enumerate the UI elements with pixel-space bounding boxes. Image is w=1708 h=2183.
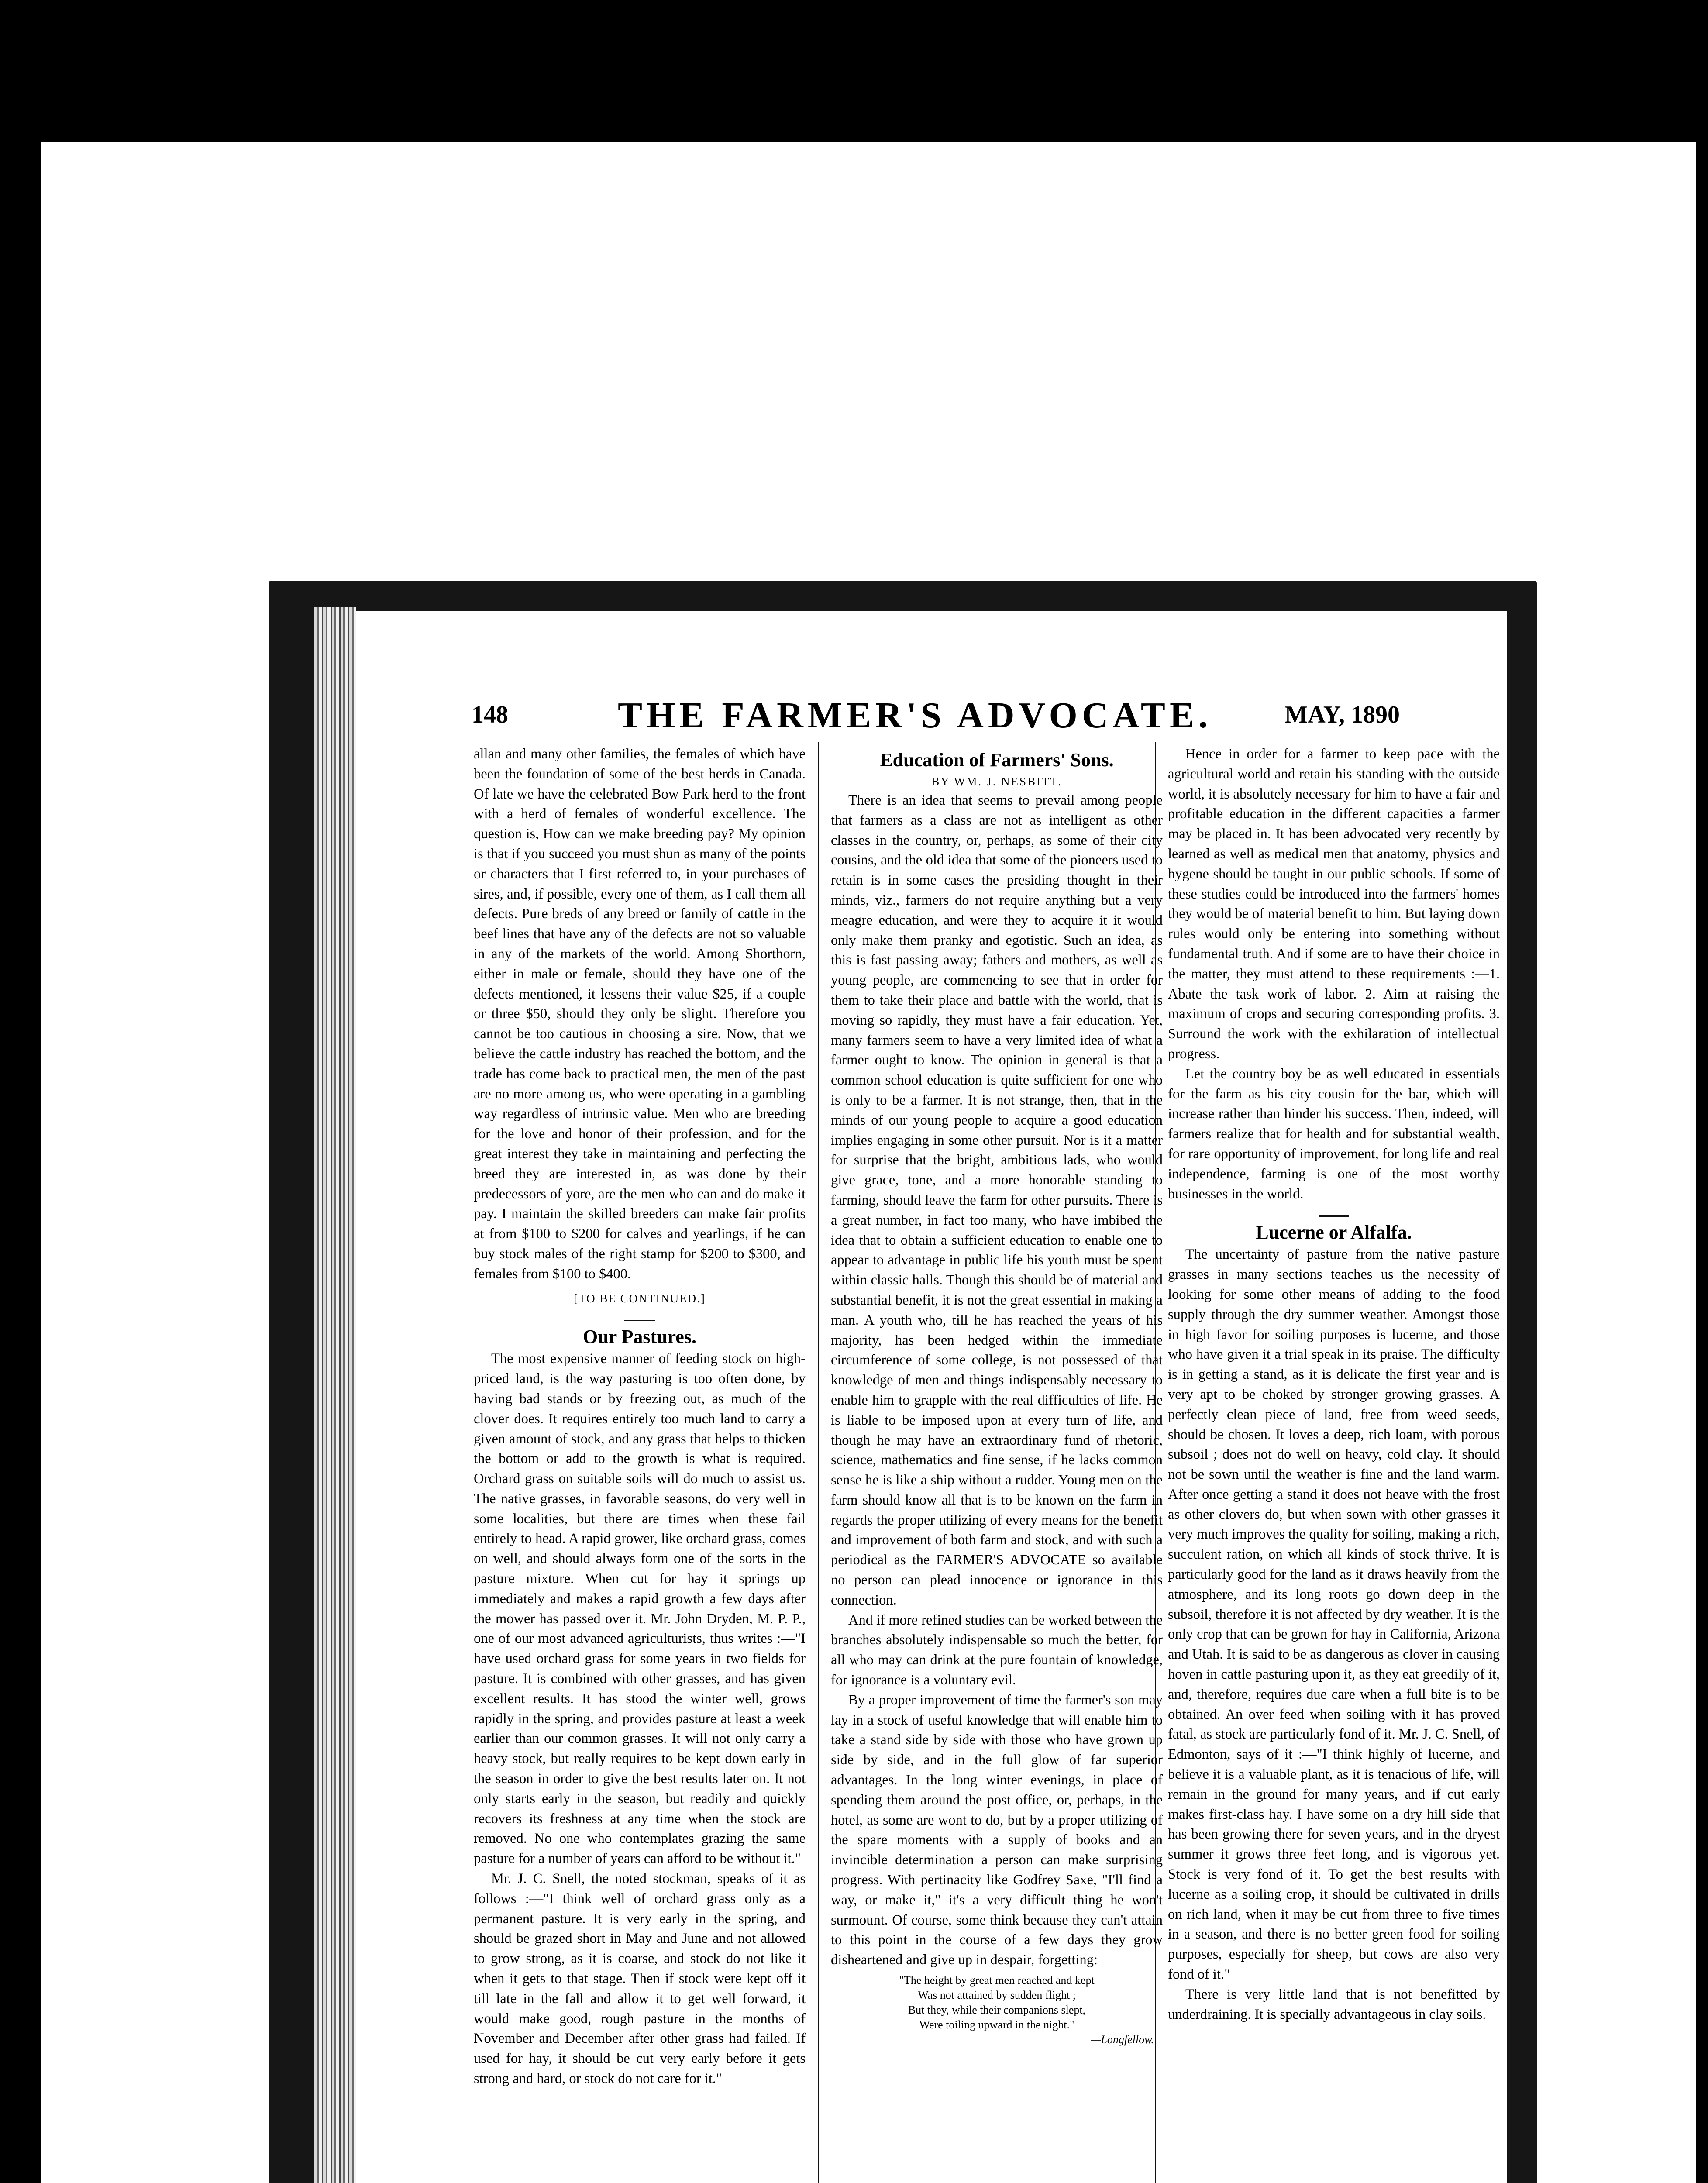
article-paragraph: Hence in order for a farmer to keep pace with the agricultural world and retain his standing with the outside world, it is absolutely necessary for him to have a fair and profitable education in the different capacities a farmer may be placed in. It has been advocated very recently by learned as well as medical men that anatomy, physics and hygene should be taught in our public schools. If some of these studies could be introduced into the farmers' homes they would be of material benefit to him. But laying down rules would only be entering into something without fundamental truth. And if some are to have their choice in the matter, they must attend to these requirements :—1. Abate the task work of labor. 2. Aim at raising the maximum of crops and securing corresponding profits. 3. Surround the work with the exhilaration of intellectual progress. xyxy=(1168,746,1500,1062)
poem-line: But they, while their companions slept, xyxy=(908,2004,1086,2017)
page-number: 148 xyxy=(472,701,508,728)
article-heading-pastures: Our Pastures. xyxy=(583,1326,696,1348)
article-paragraph: And if more refined studies can be worked between the branches absolutely indispensable so much the better, for all who may can drink at the pure fountain of knowledge, for ignorance is a voluntary evil. xyxy=(831,1612,1163,1688)
divider xyxy=(1319,1215,1349,1217)
article-paragraph: By a proper improvement of time the farmer's son may lay in a stock of useful knowledge that will enable him to take a stand side by side with those who have grown up side by side, and in the full glow of far superior advantages. In the long winter evenings, in place of spending them around the post office, or, perhaps, in the hotel, as some are wont to do, but by a proper utilizing of the spare moments with a supply of books and an invincible determination a person can make surprising progress. With pertinacity like Godfrey Saxe, "I'll find a way, or make it," it's a very difficult thing he won't surmount. Of course, some think because they can't attain to this point in the course of a few days they grow disheartened and give up in despair, forgetting: xyxy=(831,1692,1163,1968)
continued-note: [TO BE CONTINUED.] xyxy=(574,1291,706,1305)
article-byline: BY WM. J. NESBITT. xyxy=(931,775,1062,788)
page-stack-edge xyxy=(314,607,356,2183)
poem-line: Was not attained by sudden flight ; xyxy=(918,1989,1076,2002)
article-paragraph: The uncertainty of pasture from the native pasture grasses in many sections teaches us the necessity of looking for some other means of adding to the food supply through the dry summer weather. Amongst those in high favor for soiling purposes is lucerne, and those who have given it a trial speak in its praise. The difficulty is in getting a stand, as it is delicate the first year and is very apt to be choked by stronger growing grasses. A perfectly clean piece of land, free from weed seeds, should be chosen. It loves a deep, rich loam, with porous subsoil ; does not do well on heavy, cold clay. It should not be sown until the weather is fine and the land warm. After once getting a stand it does not heave with the frost as other clovers do, but when sown with other grasses it very much improves the quality for soiling, making a rich, succulent ration, on which all kinds of stock thrive. It is particularly good for the land as it draws heavily from the atmosphere, and its long roots go down deep in the subsoil, therefore it is not affected by dry weather. It is the only crop that can be grown for hay in California, Arizona and Utah. It is said to be as dangerous as clover in causing hoven in cattle pasturing upon it, as they eat greedily of it, and, therefore, requires due care when a full bite is to be obtained. An over feed when soiling with it has proved fatal, as stock are particularly fond of it. Mr. J. C. Snell, of Edmonton, says of it :—"I think highly of lucerne, and believe it is a valuable plant, as it is tenacious of life, will remain in the ground for many years, and if cut early makes first-class hay. I have some on a dry hill side that has been growing there for seven years, and in the dryest summer it grows three feet long, and is vigorous yet. Stock is very fond of it. To get the best results with lucerne as a soiling crop, it should be cultivated in drills on rich land, when it may be cut from three to five times in a season, and there is no better green food for soiling purposes, especially for sheep, but cows are also very fond of it." xyxy=(1168,1246,1500,1983)
article-paragraph: allan and many other families, the females of which have been the foundation of some of the best herds in Canada. Of late we have the celebrated Bow Park herd to the front with a herd of females of wonderful excellence. The question is, How can we make breeding pay? My opinion is that if you succeed you must shun as many of the points or characters that I first referred to, in your purchases of sires, and, if possible, every one of them, as I call them all defects. Pure breds of any breed or family of cattle in the beef lines that have any of the defects are not so valuable in any of the markets of the world. Among Shorthorn, either in male or female, should they have one of the defects mentioned, it lessens their value $25, if a couple or three $50, should they only be slight. Therefore you cannot be too cautious in choosing a sire. Now, that we believe the cattle industry has reached the bottom, and the trade has come back to practical men, the men of the past are no more among us, who were operating in a gambling way regardless of intrinsic value. Men who are breeding for the love and honor of their profession, and for the great interest they take in maintaining and perfecting the breed they are interested in, as was done by their predecessors of yore, are the men who can and do make it pay. I maintain the skilled breeders can make fair profits at from $100 to $200 for calves and yearlings, if he can buy stock males of the right stamp for $200 to $300, and females from $100 to $400. xyxy=(474,746,806,1282)
poem-credit: —Longfellow. xyxy=(1091,2033,1154,2046)
poem-line: Were toiling upward in the night." xyxy=(919,2018,1074,2031)
article-heading-lucerne: Lucerne or Alfalfa. xyxy=(1256,1222,1412,1243)
poem-quote xyxy=(831,1973,1163,2032)
masthead-title: THE FARMER'S ADVOCATE. xyxy=(618,695,1212,736)
column-rule xyxy=(818,742,819,2183)
column-2 xyxy=(831,744,1163,2047)
column-3 xyxy=(1168,744,1500,2025)
article-paragraph: There is an idea that seems to prevail among people that farmers as a class are not as intelligent as other classes in the country, or, perhaps, as some of their city cousins, and the old idea that some of the pioneers used to retain is in some cases the presiding thought in their minds, viz., farmers do not require anything but a very meagre education, and were they to acquire it it would only make them pranky and egotistic. Such an idea, as this is fast passing away; fathers and mothers, as well as young people, are commencing to see that in order for them to take their place and battle with the world, that is moving so rapidly, they must have a fair education. Yet, many farmers seem to have a very limited idea of what a farmer ought to know. The opinion in general is that a common school education is quite sufficient for one who is only to be a farmer. It is not strange, then, that in the minds of our young people to acquire a good education implies engaging in some other pursuit. Nor is it a matter for surprise that the bright, ambitious lads, who would give grace, tone, and a more honorable standing to farming, should leave the farm for other pursuits. There is a great number, in fact too many, who have imbibed the idea that to obtain a sufficient education to enable one to appear to advantage in public life his youth must be spent within classic halls. Though this should be of material and substantial benefit, it is not the great essential in making a man. A youth who, till he has reached the years of his majority, has been hedged within the immediate circumference of some college, is not possessed of that knowledge of men and things indispensably necessary to enable him to grapple with the real difficulties of life. He is liable to be imposed upon at every turn of life, and though he may have an extraordinary fund of rhetoric, science, mathematics and fine sense, if he lacks common sense he is like a ship without a rudder. Young men on the farm should know all that is to be known on the farm in regards the proper utilizing of every means for the benefit and improvement of both farm and stock, and with such a periodical as the FARMER'S ADVOCATE so available no person can plead innocence or ignorance in this connection. xyxy=(831,792,1163,1608)
article-paragraph: Mr. J. C. Snell, the noted stockman, speaks of it as follows :—"I think well of orchard grass only as a permanent pasture. It is very early in the spring, and should be grazed short in May and June and not allowed to grow strong, as it is coarse, and stock do not like it when it gets to that stage. Then if stock were kept off it till late in the fall and allow it to get well forward, it would make good, rough pasture in the months of November and December after other grass had failed. If used for hay, it should be cut very early before it gets strong and hard, or stock do not care for it." xyxy=(474,1871,806,2087)
article-heading-education: Education of Farmers' Sons. xyxy=(880,749,1114,771)
article-paragraph: Let the country boy be as well educated in essentials for the farm as his city cousin for the bar, which will increase rather than hinder his success. Then, indeed, will farmers realize that for health and for substantial wealth, for rare opportunity of improvement, for long life and real independence, farming is one of the most worthy businesses in the world. xyxy=(1168,1066,1500,1202)
poem-line: "The height by great men reached and kept xyxy=(899,1974,1095,1987)
article-paragraph: The most expensive manner of feeding stock on high-priced land, is the way pasturing is too often done, by having bad stands or by freezing out, as much of the clover does. It requires entirely too much land to carry a given amount of stock, and any grass that helps to thicken the bottom or add to the growth is what is required. Orchard grass on suitable soils will do much to assist us. The native grasses, in favorable seasons, do very well in some localities, but there are times when these fail entirely to head. A rapid grower, like orchard grass, comes on well, and should always form one of the sorts in the pasture mixture. When cut for hay it springs up immediately and makes a rapid growth a few days after the mower has passed over it. Mr. John Dryden, M. P. P., one of our most advanced agriculturists, thus writes :—"I have used orchard grass for some years in two fields for pasture. It is combined with other grasses, and has given excellent results. It has stood the winter well, grows rapidly in the spring, and provides pasture at least a week earlier than our common grasses. It will not only carry a heavy stock, but really requires to be kept down early in the season in order to give the best results later on. It not only starts early in the season, but readily and quickly recovers its freshness at any time when the stock are removed. No one who contemplates grazing the same pasture for a number of years can afford to be without it." xyxy=(474,1351,806,1867)
issue-date: MAY, 1890 xyxy=(1284,701,1400,728)
column-1 xyxy=(474,744,806,2089)
article-paragraph: There is very little land that is not benefitted by underdraining. It is specially advantageous in clay soils. xyxy=(1168,1986,1500,2022)
divider xyxy=(624,1320,655,1321)
newspaper-page xyxy=(356,611,1508,2183)
